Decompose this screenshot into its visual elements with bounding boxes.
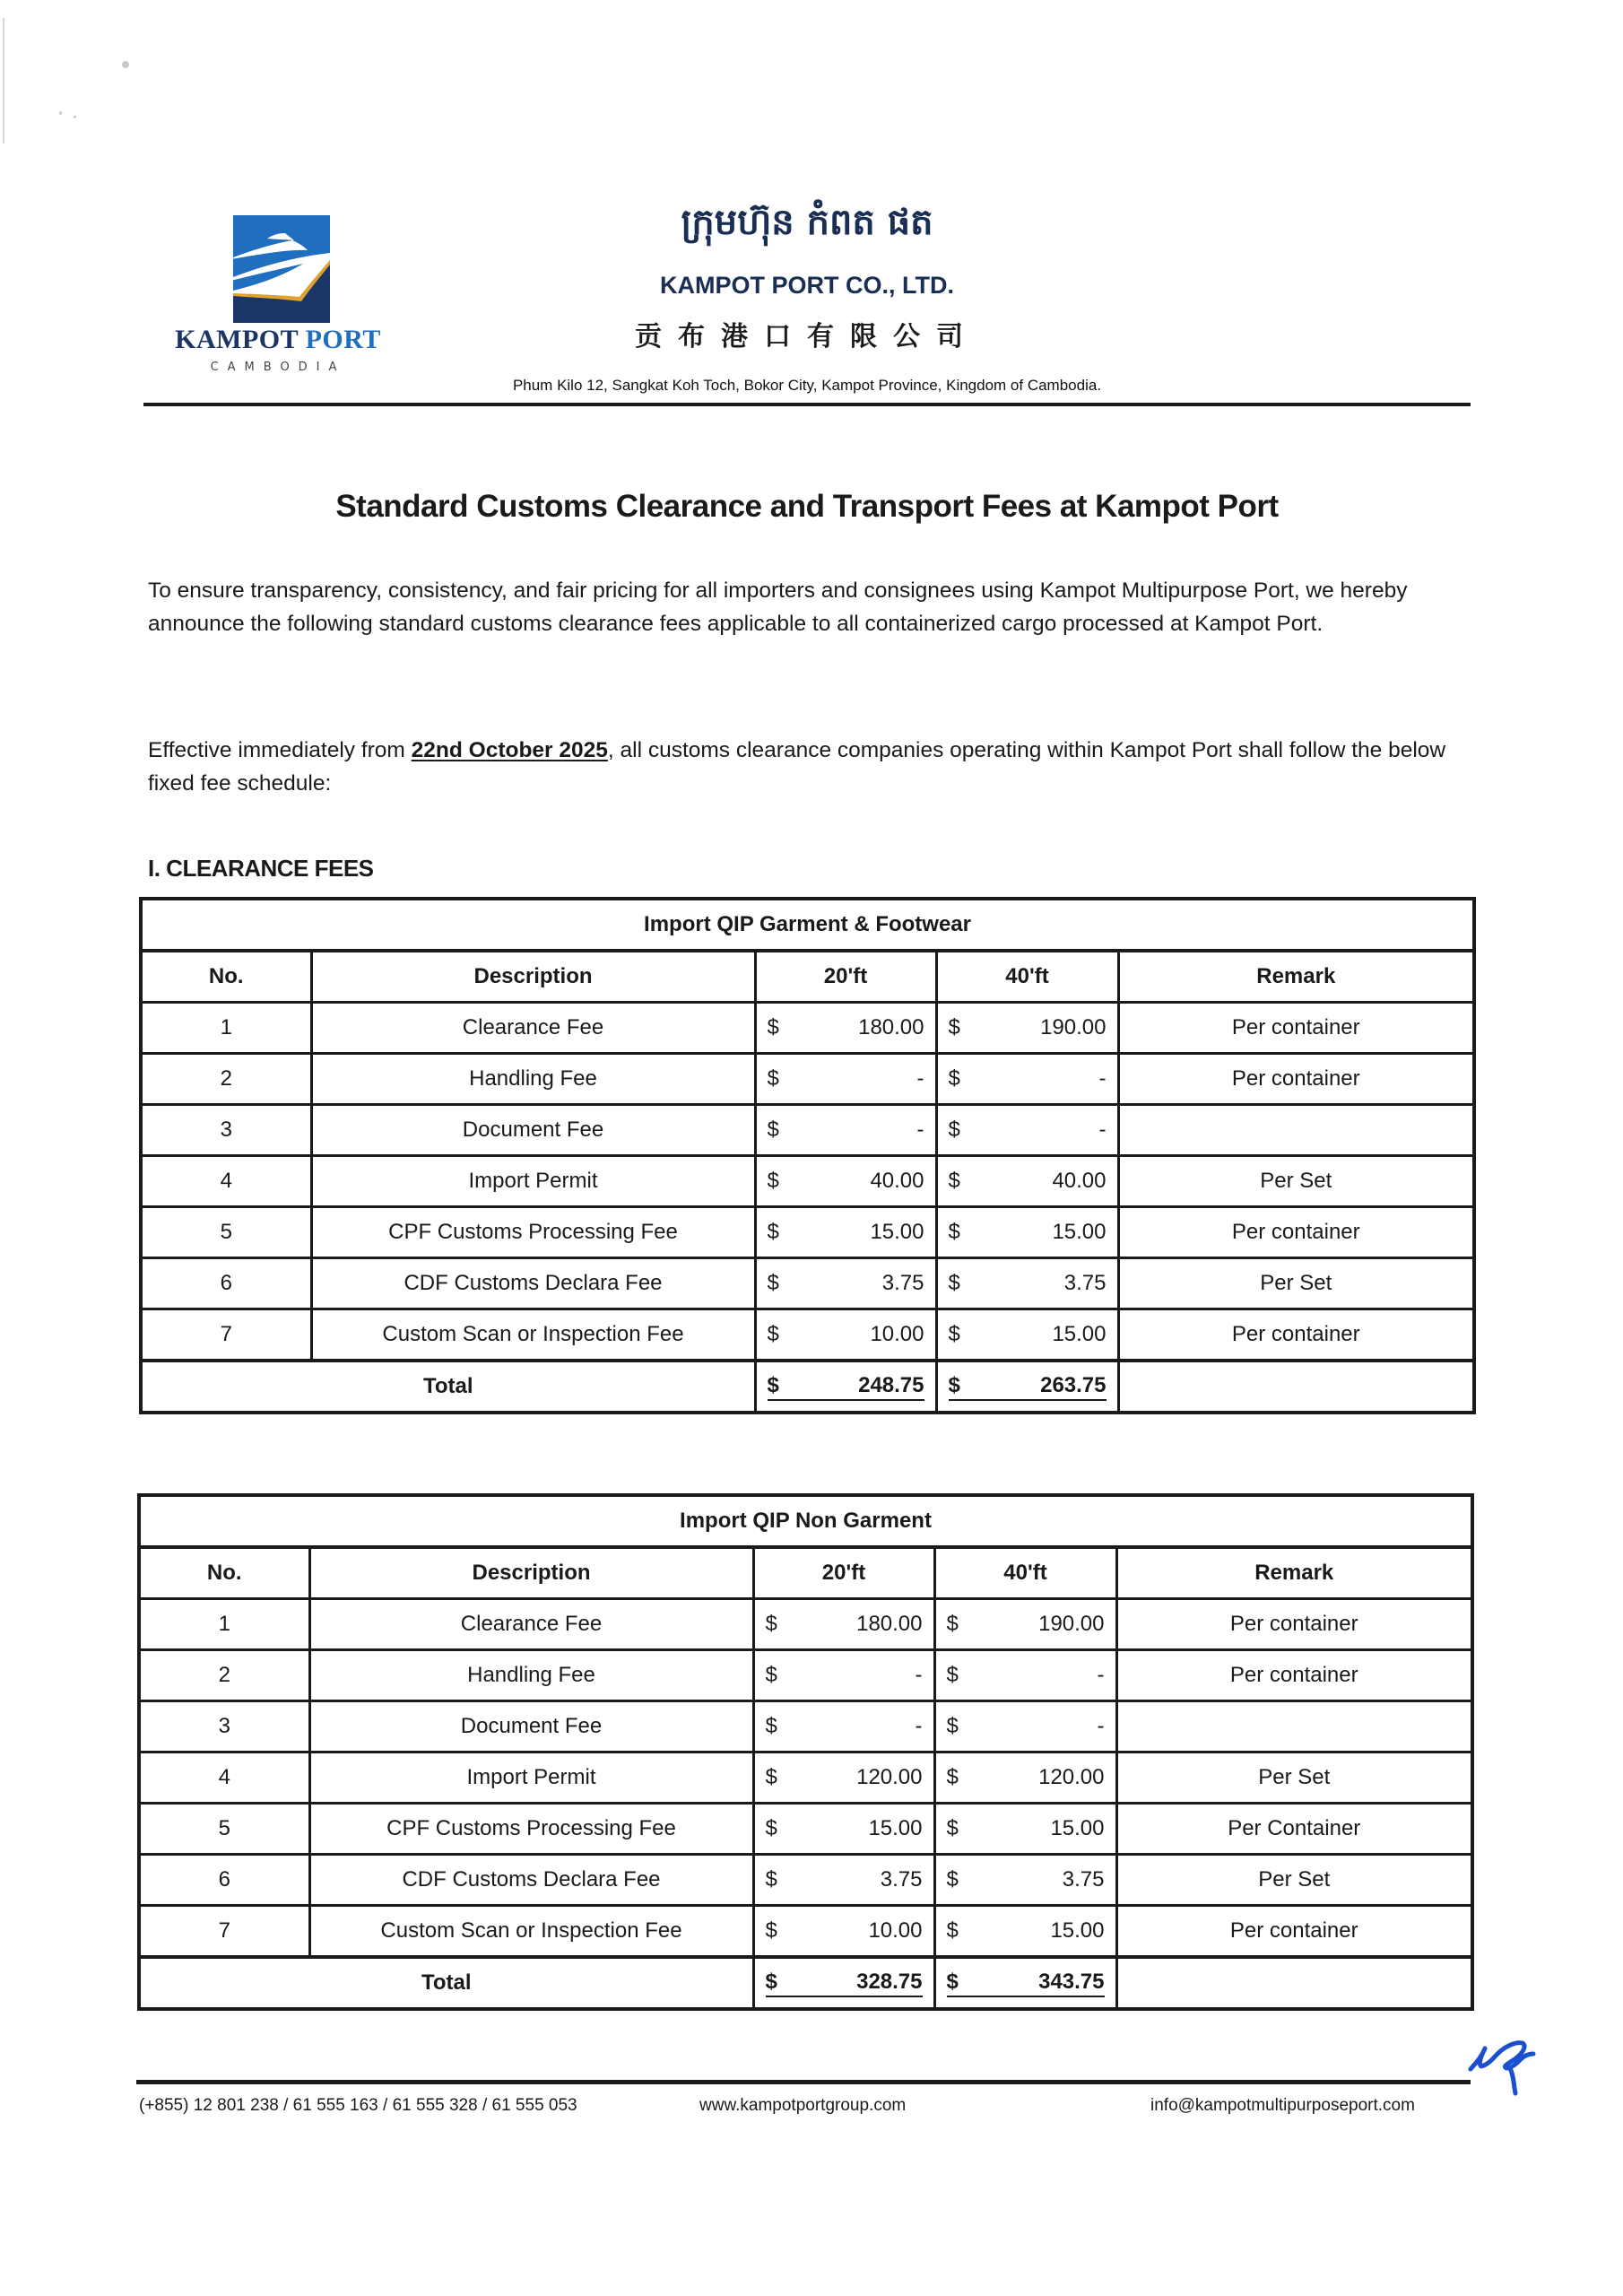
effective-prefix: Effective immediately from [148,738,412,762]
amount: - [915,1663,923,1687]
column-header-20ft: 20'ft [755,951,936,1003]
table-row [139,1855,1472,1906]
total-20ft [753,1957,934,2009]
currency-symbol: $ [765,1765,777,1789]
effective-date: 22nd October 2025 [411,738,608,762]
table-row [139,1906,1472,1958]
scan-speck [59,111,62,115]
currency-symbol: $ [948,1271,960,1295]
cell-no: 2 [139,1650,309,1701]
cell-description: Custom Scan or Inspection Fee [309,1906,753,1958]
cell-40ft-fee [936,1207,1118,1258]
footer-website-link[interactable]: www.kampotportgroup.com [699,2096,907,2115]
cell-20ft-fee [755,1003,936,1054]
cell-20ft-fee [753,1650,934,1701]
logo-wordmark [170,325,386,355]
fee-table-garment-footwear [139,897,1476,1414]
amount: 180.00 [858,1015,924,1039]
scan-speck [74,116,76,118]
cell-no: 5 [139,1804,309,1855]
header-divider [143,403,1471,406]
cell-remark: Per Set [1118,1156,1474,1207]
cell-40ft-fee [936,1003,1118,1054]
company-name-english: KAMPOT PORT CO., LTD. [660,272,954,299]
cell-description: Clearance Fee [309,1599,753,1650]
cell-20ft-fee [753,1701,934,1752]
cell-20ft-fee [753,1855,934,1906]
table-header-row [139,1547,1472,1599]
currency-symbol: $ [767,1372,779,1397]
total-remark [1118,1361,1474,1413]
currency-symbol: $ [765,1612,777,1636]
column-header-no: No. [139,1547,309,1599]
currency-symbol: $ [946,1867,959,1892]
cell-remark: Per Set [1118,1258,1474,1309]
table-row [141,1258,1474,1309]
cell-no: 4 [139,1752,309,1804]
company-name-khmer: ក្រុមហ៊ុន កំពត ផត [681,202,933,243]
table-row [141,1207,1474,1258]
table-row [139,1650,1472,1701]
cell-no: 1 [141,1003,311,1054]
currency-symbol: $ [765,1816,777,1840]
currency-symbol: $ [765,1663,777,1687]
currency-symbol: $ [946,1714,959,1738]
table-caption: Import QIP Garment & Footwear [141,899,1474,951]
amount: 120.00 [856,1765,923,1789]
intro-paragraph: To ensure transparency, consistency, and fair pricing for all importers and consignees using Kampot Multipurpose Port, we hereby announce the following standard customs clearance fees applicable to all containerized cargo processed at Kampot Port. [148,578,1408,636]
cell-remark: Per container [1118,1207,1474,1258]
footer-divider [136,2080,1471,2084]
amount: 15.00 [868,1816,923,1840]
total-40ft [936,1361,1118,1413]
cell-remark: Per Set [1116,1752,1472,1804]
table-body [141,1003,1474,1413]
cell-20ft-fee [753,1804,934,1855]
currency-symbol: $ [946,1612,959,1636]
cell-20ft-fee [755,1207,936,1258]
currency-symbol: $ [946,1663,959,1687]
amount: 180.00 [856,1612,923,1636]
cell-description: Document Fee [309,1701,753,1752]
amount: 343.75 [1038,1969,1105,1994]
amount: - [916,1066,924,1091]
cell-40ft-fee [936,1105,1118,1156]
currency-symbol: $ [948,1118,960,1142]
scan-edge-mark [3,18,4,144]
amount: 3.75 [1063,1271,1107,1295]
cell-description: CPF Customs Processing Fee [309,1804,753,1855]
company-logo [170,188,386,372]
cell-40ft-fee [936,1156,1118,1207]
amount: 15.00 [1050,1816,1105,1840]
total-remark [1116,1957,1472,2009]
total-label: Total [139,1957,753,2009]
amount: 190.00 [1040,1015,1107,1039]
amount: 3.75 [1062,1867,1105,1892]
amount: - [915,1714,923,1738]
cell-20ft-fee [755,1258,936,1309]
cell-remark [1116,1701,1472,1752]
table-row [141,1003,1474,1054]
cell-20ft-fee [753,1599,934,1650]
total-row [141,1361,1474,1413]
cell-description: Clearance Fee [311,1003,755,1054]
cell-no: 6 [139,1855,309,1906]
table-row [141,1309,1474,1361]
cell-40ft-fee [934,1650,1116,1701]
handwritten-initials-icon [1462,2029,1551,2109]
table-row [139,1804,1472,1855]
currency-symbol: $ [767,1220,779,1244]
company-address: Phum Kilo 12, Sangkat Koh Toch, Bokor City, Kampot Province, Kingdom of Cambodia. [512,377,1102,394]
cell-no: 3 [141,1105,311,1156]
currency-symbol: $ [946,1816,959,1840]
cell-no: 5 [141,1207,311,1258]
cell-no: 6 [141,1258,311,1309]
cell-no: 7 [139,1906,309,1958]
cell-20ft-fee [755,1156,936,1207]
cell-no: 1 [139,1599,309,1650]
currency-symbol: $ [767,1169,779,1193]
cell-description: Import Permit [311,1156,755,1207]
cell-20ft-fee [755,1309,936,1361]
cell-40ft-fee [934,1855,1116,1906]
amount: 15.00 [1052,1220,1107,1244]
company-name-chinese: 贡布港口有限公司 [635,321,979,352]
cell-20ft-fee [755,1105,936,1156]
cell-remark: Per container [1118,1054,1474,1105]
currency-symbol: $ [765,1714,777,1738]
cell-20ft-fee [755,1054,936,1105]
cell-40ft-fee [934,1804,1116,1855]
column-header-remark: Remark [1118,951,1474,1003]
footer-email-link[interactable]: info@kampotmultipurposeport.com [1150,2096,1415,2115]
logo-subtitle: CAMBODIA [210,361,346,374]
total-40ft [934,1957,1116,2009]
cell-description: Handling Fee [311,1054,755,1105]
amount: - [1098,1066,1107,1091]
cell-40ft-fee [934,1701,1116,1752]
currency-symbol: $ [948,1169,960,1193]
total-20ft [755,1361,936,1413]
currency-symbol: $ [948,1220,960,1244]
currency-symbol: $ [765,1867,777,1892]
table-row [141,1156,1474,1207]
currency-symbol: $ [946,1765,959,1789]
currency-symbol: $ [765,1918,777,1943]
section-heading: I. CLEARANCE FEES [148,855,374,882]
cell-description: CPF Customs Processing Fee [311,1207,755,1258]
amount: 15.00 [1050,1918,1105,1943]
column-header-description: Description [311,951,755,1003]
amount: - [1098,1118,1107,1142]
currency-symbol: $ [767,1118,779,1142]
document-title: Standard Customs Clearance and Transport Fees at Kampot Port [335,489,1279,524]
scan-speck [122,61,129,68]
table-row [139,1599,1472,1650]
cell-remark: Per container [1118,1003,1474,1054]
amount: 190.00 [1038,1612,1105,1636]
cell-remark: Per container [1118,1309,1474,1361]
table-body [139,1599,1472,2010]
currency-symbol: $ [767,1271,779,1295]
currency-symbol: $ [948,1015,960,1039]
fee-table-non-garment [137,1493,1474,2011]
table-row [141,1105,1474,1156]
cell-40ft-fee [936,1054,1118,1105]
currency-symbol: $ [767,1322,779,1346]
currency-symbol: $ [767,1066,779,1091]
table-header-row [141,951,1474,1003]
cell-description: Custom Scan or Inspection Fee [311,1309,755,1361]
currency-symbol: $ [948,1372,960,1397]
amount: 10.00 [870,1322,924,1346]
cell-remark: Per container [1116,1650,1472,1701]
amount: 3.75 [880,1867,923,1892]
total-label: Total [141,1361,755,1413]
cell-description: Document Fee [311,1105,755,1156]
cell-remark: Per container [1116,1906,1472,1958]
effective-suffix: , all customs clearance companies operating within Kampot Port shall follow the below fixed fee schedule: [148,738,1446,796]
column-header-40ft: 40'ft [936,951,1118,1003]
currency-symbol: $ [946,1918,959,1943]
table-row [139,1701,1472,1752]
column-header-40ft: 40'ft [934,1547,1116,1599]
cell-no: 2 [141,1054,311,1105]
column-header-description: Description [309,1547,753,1599]
cell-no: 7 [141,1309,311,1361]
currency-symbol: $ [765,1969,777,1994]
cell-20ft-fee [753,1752,934,1804]
cell-remark: Per Set [1116,1855,1472,1906]
amount: 40.00 [870,1169,924,1193]
amount: 15.00 [870,1220,924,1244]
amount: - [1097,1714,1105,1738]
column-header-20ft: 20'ft [753,1547,934,1599]
table-row [141,1054,1474,1105]
amount: 40.00 [1052,1169,1107,1193]
ship-logo-icon [213,215,330,323]
amount: 120.00 [1038,1765,1105,1789]
cell-40ft-fee [936,1309,1118,1361]
effective-paragraph [148,735,1475,800]
cell-description: Import Permit [309,1752,753,1804]
cell-40ft-fee [936,1258,1118,1309]
currency-symbol: $ [948,1066,960,1091]
table-caption: Import QIP Non Garment [139,1495,1472,1547]
currency-symbol: $ [948,1322,960,1346]
cell-40ft-fee [934,1906,1116,1958]
cell-20ft-fee [753,1906,934,1958]
cell-remark: Per Container [1116,1804,1472,1855]
amount: 263.75 [1040,1372,1107,1397]
total-row [139,1957,1472,2009]
currency-symbol: $ [767,1015,779,1039]
footer-phone-numbers: (+855) 12 801 238 / 61 555 163 / 61 555 328 / 61 555 053 [139,2096,577,2115]
cell-no: 4 [141,1156,311,1207]
cell-description: Handling Fee [309,1650,753,1701]
logo-word-port: PORT [305,325,381,354]
currency-symbol: $ [946,1969,959,1994]
cell-description: CDF Customs Declara Fee [311,1258,755,1309]
cell-description: CDF Customs Declara Fee [309,1855,753,1906]
cell-40ft-fee [934,1599,1116,1650]
cell-remark [1118,1105,1474,1156]
cell-40ft-fee [934,1752,1116,1804]
column-header-no: No. [141,951,311,1003]
amount: 248.75 [858,1372,924,1397]
column-header-remark: Remark [1116,1547,1472,1599]
amount: - [1097,1663,1105,1687]
amount: 15.00 [1052,1322,1107,1346]
cell-remark: Per container [1116,1599,1472,1650]
cell-no: 3 [139,1701,309,1752]
logo-word-kampot: KAMPOT [175,325,299,354]
amount: 10.00 [868,1918,923,1943]
amount: 328.75 [856,1969,923,1994]
amount: 3.75 [881,1271,924,1295]
amount: - [916,1118,924,1142]
table-row [139,1752,1472,1804]
